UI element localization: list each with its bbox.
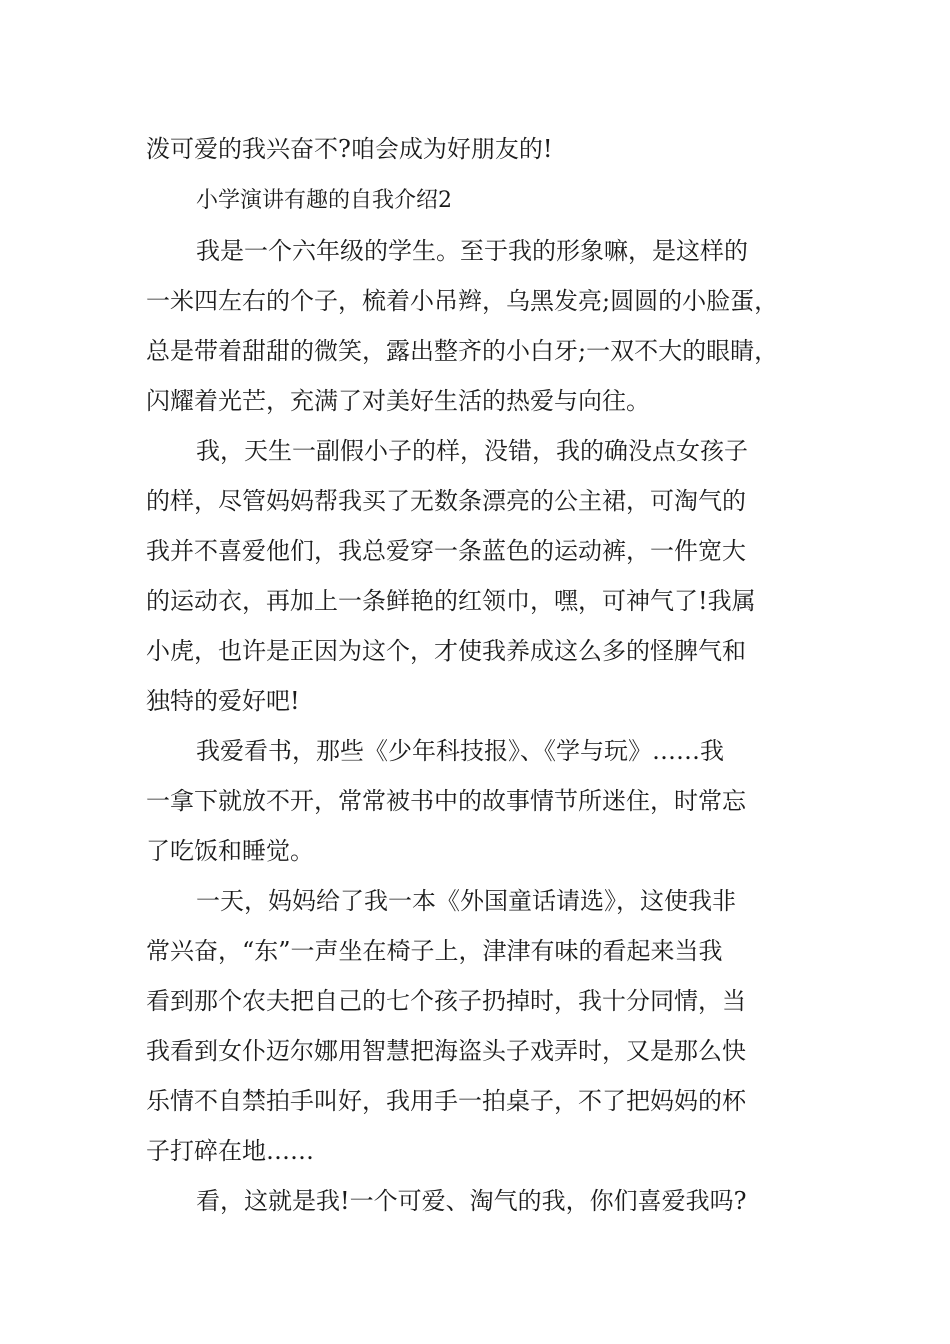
text-line-11: 小虎，也许是正因为这个，才使我养成这么多的怪脾气和: [146, 637, 746, 665]
text-line-1: 泼可爱的我兴奋不?咱会成为好朋友的!: [146, 135, 553, 163]
text-line-20: 乐情不自禁拍手叫好，我用手一拍桌子，不了把妈妈的杯: [146, 1087, 746, 1115]
text-line-3: 我是一个六年级的学生。至于我的形象嘛，是这样的: [196, 237, 748, 265]
text-line-7: 我，天生一副假小子的样，没错，我的确没点女孩子: [196, 437, 748, 465]
text-line-9: 我并不喜爱他们，我总爱穿一条蓝色的运动裤，一件宽大: [146, 537, 746, 565]
text-line-17: 常兴奋，“东”一声坐在椅子上，津津有味的看起来当我: [146, 937, 723, 965]
text-line-6: 闪耀着光芒，充满了对美好生活的热爱与向往。: [146, 387, 650, 415]
text-line-21: 子打碎在地……: [146, 1137, 314, 1165]
text-line-22: 看，这就是我!一个可爱、淘气的我，你们喜爱我吗?: [196, 1187, 747, 1215]
text-line-12: 独特的爱好吧!: [146, 687, 300, 715]
text-line-14: 一拿下就放不开，常常被书中的故事情节所迷住，时常忘: [146, 787, 746, 815]
text-line-8: 的样，尽管妈妈帮我买了无数条漂亮的公主裙，可淘气的: [146, 487, 746, 515]
text-line-15: 了吃饭和睡觉。: [146, 837, 314, 865]
text-line-13: 我爱看书，那些《少年科技报》、《学与玩》……我: [196, 737, 724, 765]
text-line-16: 一天，妈妈给了我一本《外国童话请选》，这使我非: [196, 887, 736, 915]
text-line-4: 一米四左右的个子，梳着小吊辫，乌黑发亮;圆圆的小脸蛋，: [146, 287, 779, 315]
text-line-18: 看到那个农夫把自己的七个孩子扔掉时，我十分同情，当: [146, 987, 746, 1015]
text-line-5: 总是带着甜甜的微笑，露出整齐的小白牙;一双不大的眼睛，: [146, 337, 779, 365]
text-line-19: 我看到女仆迈尔娜用智慧把海盗头子戏弄时，又是那么快: [146, 1037, 746, 1065]
section-title: 小学演讲有趣的自我介绍2: [196, 188, 452, 213]
text-line-10: 的运动衣，再加上一条鲜艳的红领巾，嘿，可神气了!我属: [146, 587, 756, 615]
